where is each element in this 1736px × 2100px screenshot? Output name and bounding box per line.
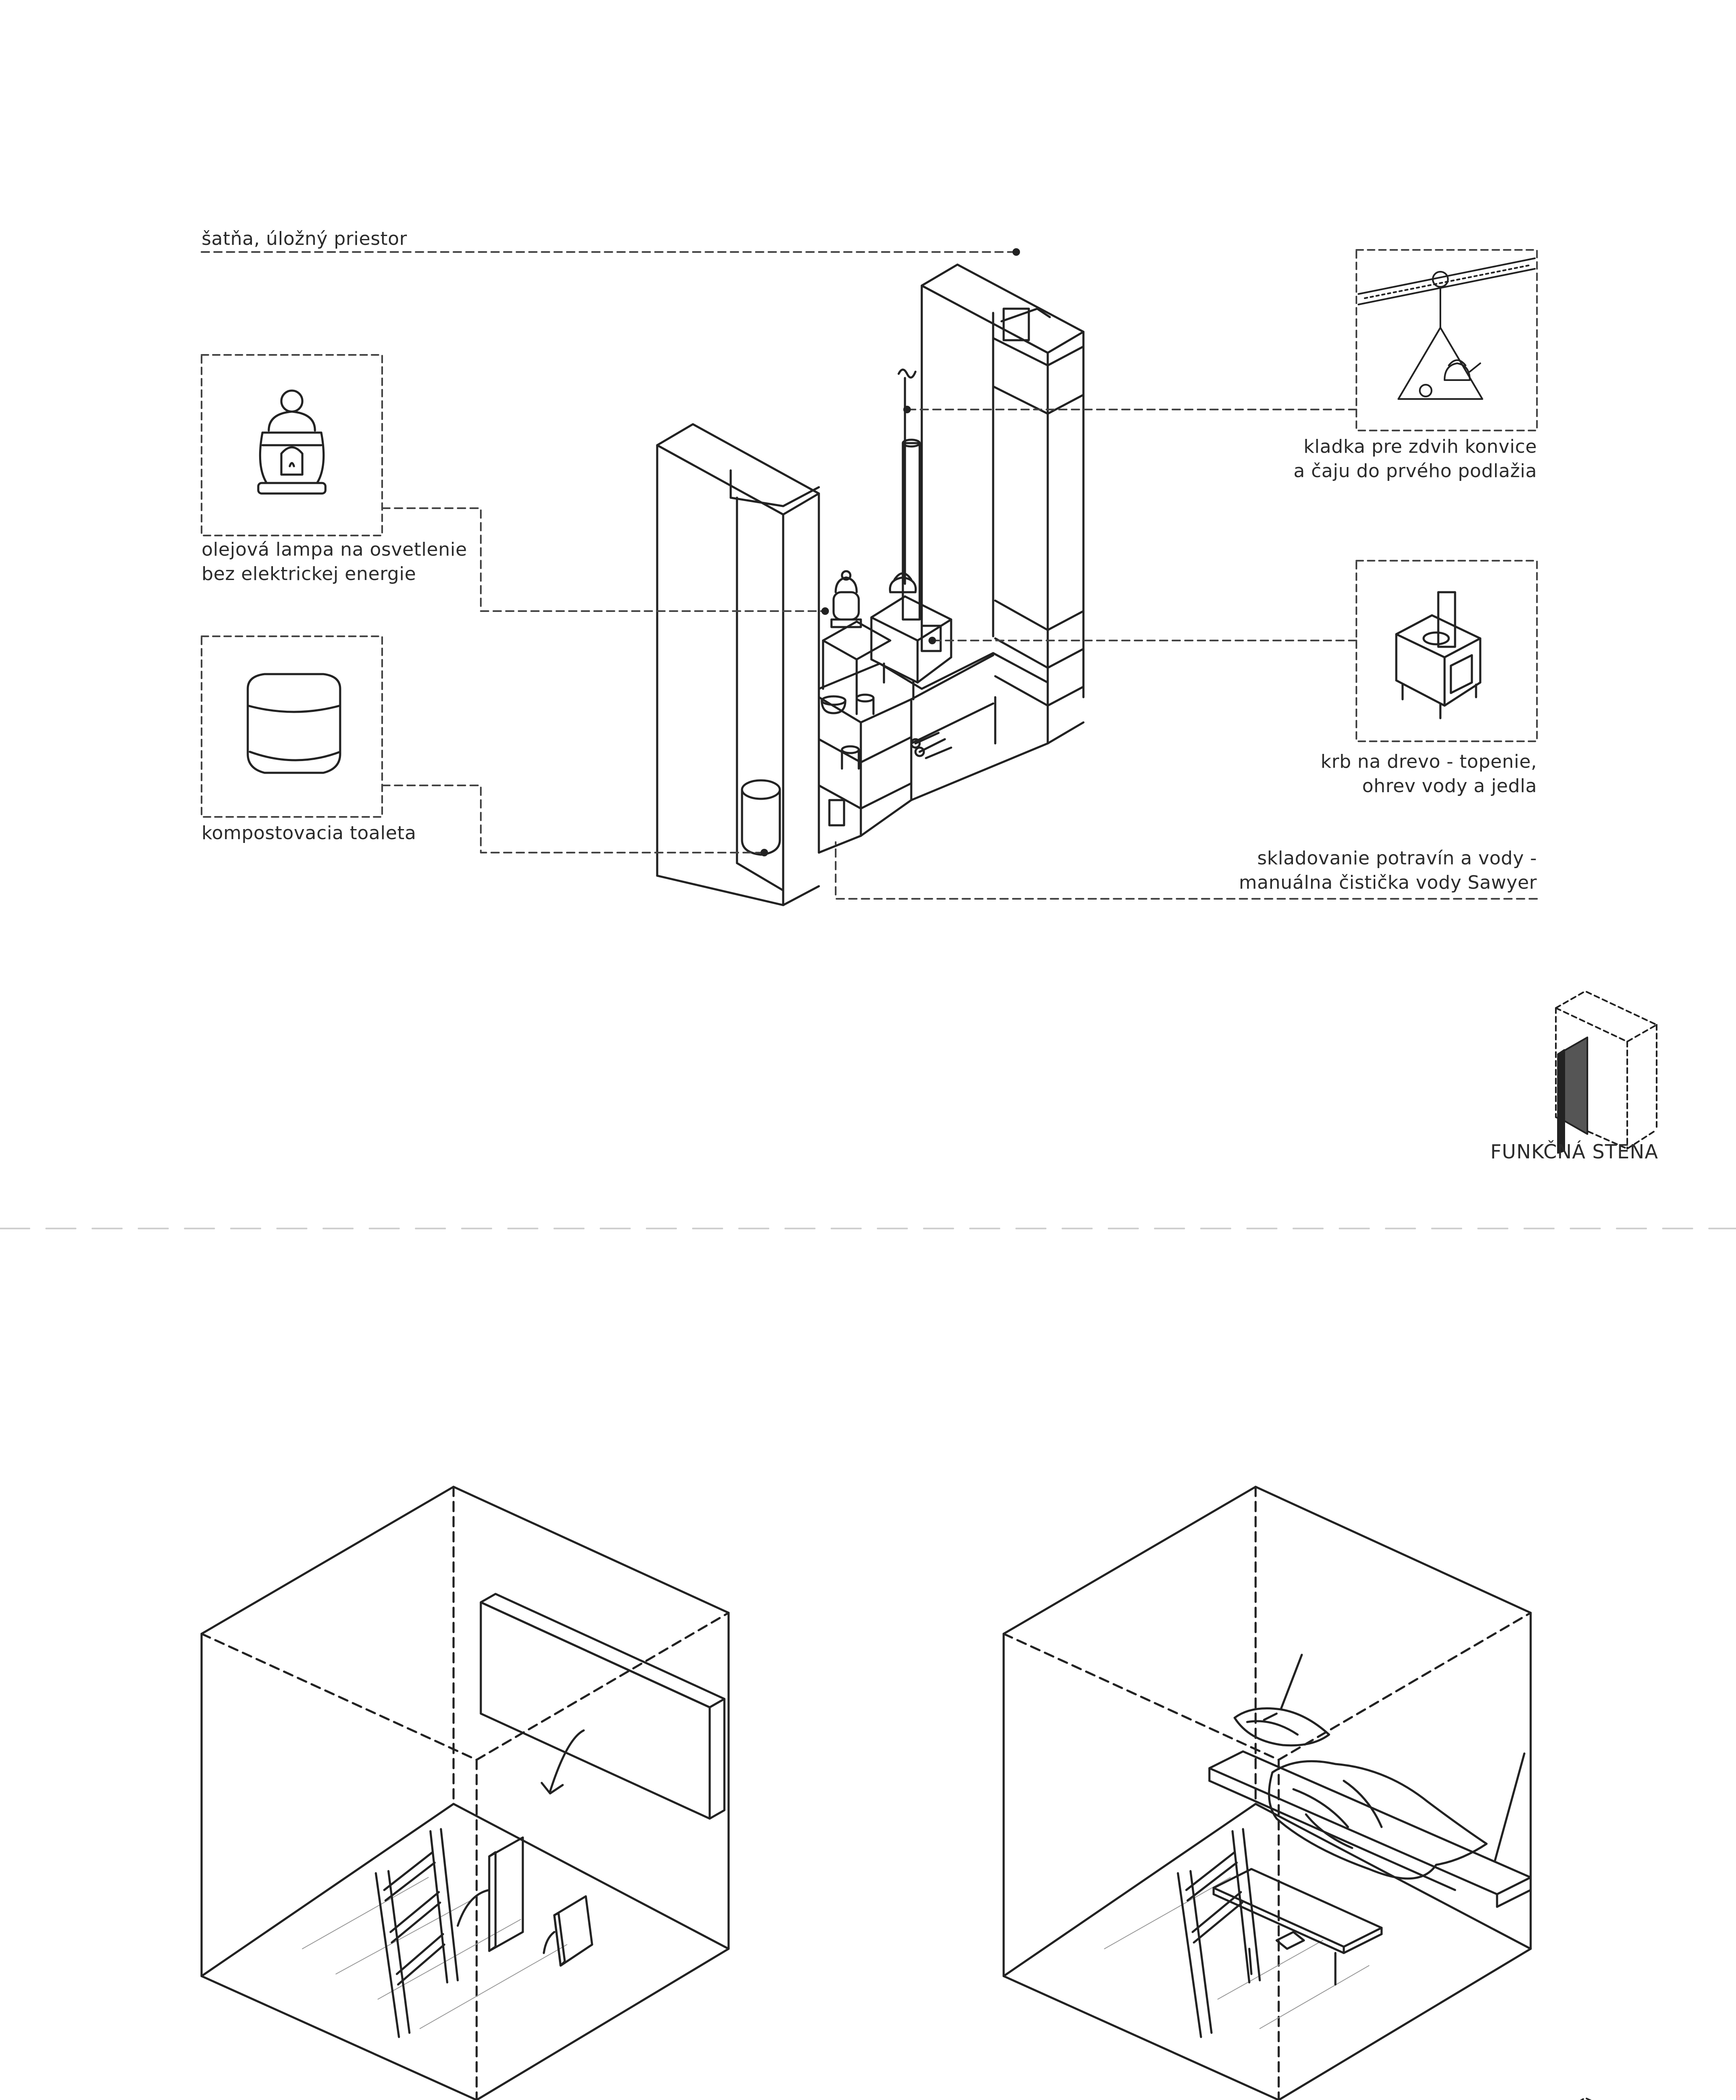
- function-wall-cube-icon: [1556, 991, 1657, 1153]
- wood-stove-icon: [1396, 592, 1480, 718]
- label-lamp-line1: olejová lampa na osvetlenie: [202, 539, 467, 560]
- label-lamp: [202, 538, 467, 586]
- ladder-stool: [376, 1829, 458, 2037]
- variable-furniture-cube-icon: [1556, 2098, 1657, 2100]
- label-toilet: kompostovacia toaleta: [202, 822, 417, 844]
- left-wardrobe: [657, 424, 819, 905]
- right-wardrobe: [922, 265, 1083, 743]
- pulley-kettle-icon: [1358, 258, 1535, 399]
- unfolded-furniture-room: [1004, 1487, 1531, 2100]
- folded-furniture-room: [202, 1487, 729, 2100]
- label-stove-line1: krb na drevo - topenie,: [1320, 751, 1537, 772]
- label-pulley: [1293, 435, 1537, 483]
- label-storage: [1239, 846, 1537, 895]
- toilet-icon-box: [202, 636, 382, 817]
- stove-icon-box: [1356, 561, 1537, 741]
- oil-lamp-icon: [258, 391, 325, 494]
- shelf-items: [822, 695, 951, 825]
- label-storage-line1: skladovanie potravín a vody -: [1257, 848, 1537, 869]
- label-pulley-line1: kladka pre zdvih konvice: [1303, 436, 1537, 457]
- leader-dots: [760, 248, 1020, 856]
- label-wardrobe: šatňa, úložný priestor: [202, 228, 407, 249]
- legend-functional-wall: FUNKČNÁ STENA: [1490, 1140, 1658, 1163]
- label-stove-line2: ohrev vody a jedla: [1362, 775, 1537, 797]
- wardrobe-toilet: [742, 780, 780, 855]
- stove-in-wall: [871, 370, 951, 699]
- functional-wall-drawing: [657, 265, 1083, 905]
- counter-lamp: [831, 571, 861, 627]
- label-lamp-line2: bez elektrickej energie: [202, 563, 416, 585]
- label-storage-line2: manuálna čistička vody Sawyer: [1239, 872, 1537, 893]
- label-pulley-line2: a čaju do prvého podlažia: [1293, 460, 1537, 482]
- compost-toilet-icon: [248, 674, 340, 773]
- label-stove: [1321, 750, 1537, 798]
